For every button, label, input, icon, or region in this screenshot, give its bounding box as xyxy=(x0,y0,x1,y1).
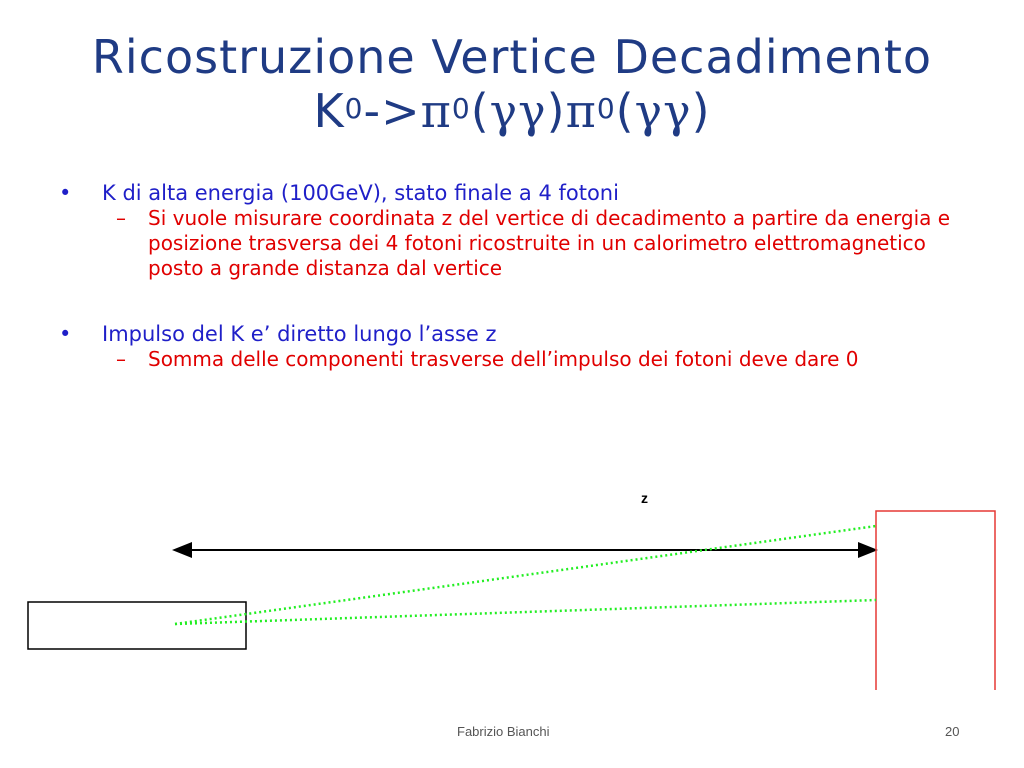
calorimeter-outline xyxy=(876,511,995,690)
decay-arrow: -> xyxy=(363,84,421,138)
gamma-pair-1: γγ xyxy=(489,84,547,138)
photon-track-lower xyxy=(175,600,876,624)
pion-superscript-2: 0 xyxy=(596,92,616,125)
title-line-1: Ricostruzione Vertice Decadimento xyxy=(91,30,933,84)
gamma-pair-2: γγ xyxy=(634,84,692,138)
z-axis-label: z xyxy=(641,490,648,506)
kaon-superscript: 0 xyxy=(344,92,364,125)
sub-bullet-text: Si vuole misurare coordinata z del vertice di decadimento a partire da energia e posizione trasversa dei 4 fotoni ricostruite in un calorimetro elettromagnetico posto a grande distanza dal vertice xyxy=(148,206,951,280)
decay-region-box xyxy=(28,602,246,649)
bullet-marker: • xyxy=(59,181,72,205)
page-number: 20 xyxy=(945,724,960,739)
paren-open-2: ( xyxy=(615,84,635,138)
bullet-marker: • xyxy=(59,322,72,346)
paren-close-1: ) xyxy=(546,84,566,138)
pion-superscript-1: 0 xyxy=(451,92,471,125)
footer-author: Fabrizio Bianchi xyxy=(457,724,550,739)
bullet-text: K di alta energia (100GeV), stato finale a 4 fotoni xyxy=(102,181,619,205)
pion-symbol-2: π xyxy=(565,84,597,138)
sub-bullet-text: Somma delle componenti trasverse dell’impulso dei fotoni deve dare 0 xyxy=(148,347,859,371)
sub-bullet-marker: – xyxy=(116,206,126,230)
sub-bullet-marker: – xyxy=(116,347,126,371)
paren-close-2: ) xyxy=(691,84,711,138)
z-axis-arrowhead-left xyxy=(172,542,192,558)
paren-open-1: ( xyxy=(470,84,490,138)
kaon-symbol: K xyxy=(313,84,345,138)
photon-track-upper xyxy=(175,526,876,624)
pion-symbol-1: π xyxy=(420,84,452,138)
bullet-text: Impulso del K e’ diretto lungo l’asse z xyxy=(102,322,497,346)
z-axis-arrowhead-right xyxy=(858,542,878,558)
